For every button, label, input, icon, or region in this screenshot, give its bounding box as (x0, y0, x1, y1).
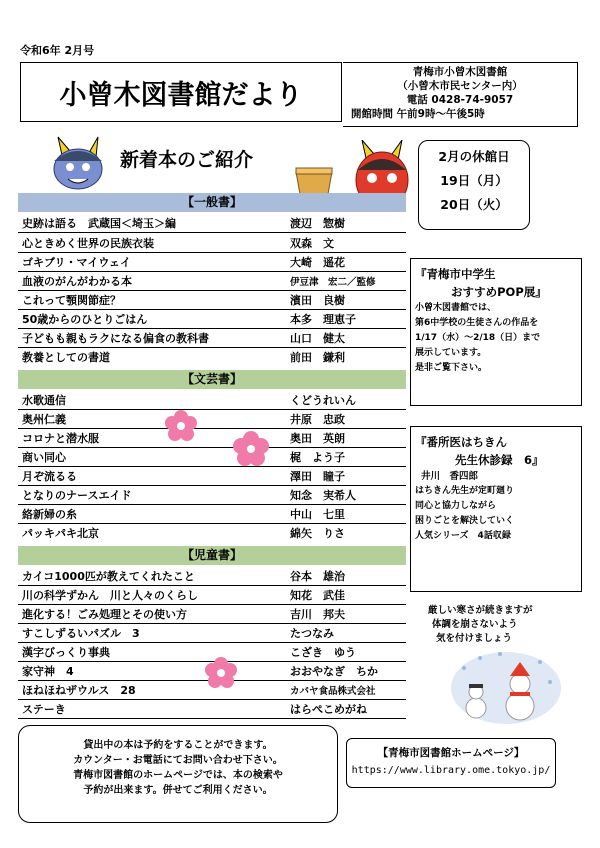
cold-message-line: 気を付けましょう (436, 633, 513, 644)
book-row (18, 466, 406, 486)
book-title: ほねほねザウルス 28 (22, 684, 136, 697)
featured-body-line: 同心と協力しながら (415, 501, 497, 511)
homepage-label: 【青梅市図書館ホームページ】 (377, 747, 525, 759)
book-author: 奥田 英朗 (290, 432, 345, 445)
book-title: 50歳からのひとりごはん (22, 313, 148, 326)
book-title: 漢字びっくり事典 (22, 646, 110, 659)
book-title: パッキパキ北京 (22, 527, 99, 540)
new-books-heading: 新着本のご紹介 (120, 149, 254, 171)
plum-blossom-icon (233, 431, 269, 467)
cold-message-line: 厳しい寒さが続きますが (428, 605, 533, 616)
library-hours: 開館時間 午前9時～午後5時 (351, 108, 485, 120)
book-title: ゴキブリ・マイウェイ (22, 256, 131, 269)
book-row (18, 428, 406, 448)
book-author: はらぺこめがね (290, 703, 367, 716)
section-heading-children: 【児童書】 (18, 546, 406, 565)
featured-body-line: 困りごとを解決していく (415, 516, 515, 526)
book-row (18, 271, 406, 291)
book-author: 井原 忠政 (290, 413, 345, 426)
book-row (18, 309, 406, 329)
plum-blossom-icon (205, 657, 237, 689)
pop-exhibit-box (410, 258, 582, 406)
book-row (18, 623, 406, 643)
book-title: 進化する！ごみ処理とその使い方 (22, 608, 187, 621)
holiday-title: 2月の休館日 (438, 149, 510, 164)
issue-date: 令和6年 2月号 (20, 44, 95, 57)
book-author: 澤田 瞳子 (290, 470, 345, 483)
book-title: ステーき (22, 703, 66, 716)
pop-body-line: 第6中学校の生徒さんの作品を (415, 318, 539, 328)
book-author: こざき ゆう (290, 646, 356, 659)
book-row (18, 699, 406, 719)
book-row (18, 233, 406, 253)
homepage-url[interactable]: https://www.library.ome.tokyo.jp/ (351, 765, 551, 776)
cold-message (428, 604, 533, 646)
reservation-note-line: 青梅市図書館のホームページでは、本の検索や (73, 770, 283, 781)
pop-title-line1: 『青梅市中学生 (415, 267, 496, 281)
book-author: 前田 鎌利 (290, 351, 345, 364)
book-title: 水歌通信 (22, 394, 66, 407)
book-row (18, 585, 406, 605)
blue-oni-icon (42, 135, 112, 197)
book-title: 絡新婦の糸 (22, 508, 77, 521)
reservation-note-line: 予約が出来ます。併せてご利用ください。 (83, 785, 273, 796)
book-title: 血液のがんがわかる本 (22, 275, 132, 288)
book-author: 綿矢 りさ (290, 527, 345, 540)
book-row (18, 252, 406, 272)
book-author: 吉川 邦夫 (290, 608, 345, 621)
book-author: おおやなぎ ちか (290, 665, 378, 678)
book-author: 知念 実希人 (290, 489, 356, 502)
book-row (18, 290, 406, 310)
section-heading-literature: 【文芸書】 (18, 370, 406, 389)
book-row (18, 504, 406, 524)
featured-book-box (410, 426, 582, 592)
book-title: すこしずるいパズル 3 (22, 627, 140, 640)
reservation-note (18, 725, 338, 823)
book-title: 子どもも親もラクになる偏食の教科書 (22, 332, 209, 345)
pop-body-line: 1/17（水）～2/18（日）まで (415, 333, 541, 343)
library-info (343, 62, 578, 127)
book-author: くどうれいん (290, 394, 356, 407)
pop-body-line: 展示しています。 (415, 348, 487, 358)
book-title: コロナと潜水服 (22, 432, 99, 445)
book-author: 本多 理恵子 (290, 313, 356, 326)
holiday-box (418, 140, 530, 230)
pop-body-line: 小曾木図書館では、 (415, 303, 497, 313)
book-title: 教養としての書道 (22, 351, 110, 364)
book-author: 知花 武佳 (290, 589, 345, 602)
book-author: 梶 よう子 (290, 451, 345, 464)
book-row (18, 347, 406, 366)
book-title: 奥州仁義 (22, 413, 66, 426)
book-author: 濱田 良樹 (290, 294, 345, 307)
book-author: 山口 健太 (290, 332, 345, 345)
homepage-box (346, 738, 556, 788)
reservation-note-line: カウンター・お電話にてお問い合わせ下さい。 (73, 755, 283, 766)
featured-title-line1: 『番所医はちきん (415, 435, 507, 449)
book-author: 双森 文 (290, 237, 334, 250)
book-author: 大崎 遥花 (290, 256, 345, 269)
featured-body-line: 人気シリーズ 4話収録 (415, 531, 511, 541)
book-title: 家守神 4 (22, 665, 74, 678)
pop-title-line2: おすすめPOP展』 (451, 285, 547, 299)
book-title: 史跡は語る 武蔵国＜埼玉＞編 (22, 217, 176, 230)
book-row (18, 390, 406, 410)
book-author: 伊豆津 宏二／監修 (290, 277, 376, 288)
book-row (18, 447, 406, 467)
newsletter-title: 小曾木図書館だより (20, 62, 342, 122)
book-title: 川の科学ずかん 川と人々のくらし (22, 589, 198, 602)
book-author: たつなみ (290, 627, 334, 640)
featured-body-line: はちきん先生が定町廻り (415, 486, 515, 496)
book-row (18, 604, 406, 624)
pop-body-line: 是非ご覧下さい。 (415, 363, 488, 373)
book-title: カイコ1000匹が教えてくれたこと (22, 570, 195, 583)
book-author: 渡辺 惣樹 (290, 217, 345, 230)
book-author: カバヤ食品株式会社 (290, 686, 376, 697)
library-location: （小曾木市民センター内） (397, 80, 523, 92)
featured-author: 井川 香四郎 (421, 471, 479, 482)
book-author: 谷本 雄治 (290, 570, 345, 583)
book-title: 商い同心 (22, 451, 66, 464)
featured-title-line2: 先生休診録 6』 (455, 453, 544, 467)
book-title: となりのナースエイド (22, 489, 132, 502)
book-row (18, 328, 406, 348)
holiday-date-1: 19日（月） (440, 173, 508, 188)
book-title: これって顎関節症？ (22, 294, 121, 307)
library-name: 青梅市小曾木図書館 (412, 66, 508, 78)
library-phone: 電話 0428-74-9057 (406, 94, 514, 106)
holiday-date-2: 20日（火） (440, 197, 508, 212)
book-row (18, 485, 406, 505)
bean-box-icon (292, 164, 336, 196)
book-row (18, 409, 406, 429)
reservation-note-line: 貸出中の本は予約をすることができます。 (83, 740, 273, 751)
section-heading-general: 【一般書】 (18, 193, 406, 212)
book-row (18, 523, 406, 542)
plum-blossom-icon (165, 410, 197, 442)
book-author: 中山 七里 (290, 508, 345, 521)
book-row (18, 213, 406, 233)
book-title: 心ときめく世界の民族衣装 (22, 237, 154, 250)
book-row (18, 566, 406, 586)
cold-message-line: 体調を崩さないよう (432, 619, 518, 630)
book-title: 月ぞ流るる (22, 470, 77, 483)
snowman-illustration (450, 648, 562, 724)
